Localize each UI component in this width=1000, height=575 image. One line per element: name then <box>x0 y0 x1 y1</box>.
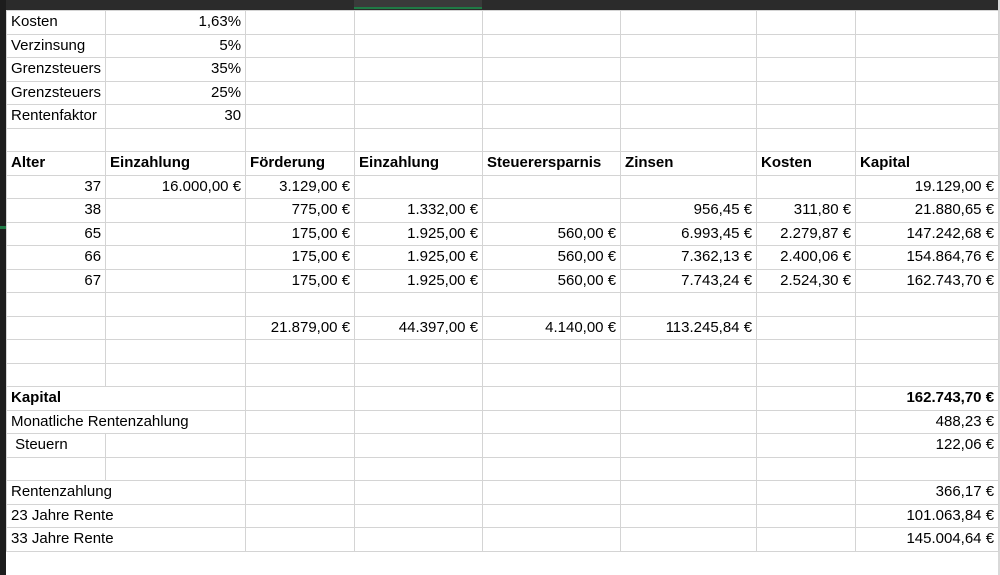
cell[interactable]: 6.993,45 € <box>621 222 757 246</box>
cell[interactable] <box>7 340 106 364</box>
cell[interactable] <box>856 316 999 340</box>
cell[interactable]: 956,45 € <box>621 199 757 223</box>
cell[interactable]: Kosten <box>7 11 106 35</box>
cell[interactable] <box>7 363 106 387</box>
cell[interactable] <box>856 457 999 481</box>
cell[interactable] <box>246 363 355 387</box>
empty-row <box>7 128 999 152</box>
cell[interactable] <box>355 504 483 528</box>
cell[interactable] <box>621 340 757 364</box>
cell[interactable] <box>106 222 246 246</box>
cell[interactable] <box>483 363 621 387</box>
table-row <box>7 175 999 199</box>
cell[interactable] <box>355 457 483 481</box>
cell[interactable] <box>856 58 999 82</box>
cell[interactable] <box>106 316 246 340</box>
cell[interactable]: 560,00 € <box>483 269 621 293</box>
cell[interactable] <box>246 504 355 528</box>
cell[interactable] <box>355 481 483 505</box>
cell[interactable] <box>246 410 355 434</box>
header-cell[interactable]: Alter <box>7 152 106 176</box>
cell[interactable] <box>621 387 757 411</box>
cell[interactable]: Rentenfaktor <box>7 105 106 129</box>
cell[interactable] <box>483 105 621 129</box>
cell[interactable] <box>7 128 106 152</box>
cell[interactable] <box>246 481 355 505</box>
totals-row <box>7 316 999 340</box>
cell[interactable] <box>757 81 856 105</box>
cell[interactable] <box>355 387 483 411</box>
total-zinsen[interactable]: 113.245,84 € <box>621 316 757 340</box>
cell[interactable] <box>355 293 483 317</box>
cell[interactable] <box>246 434 355 458</box>
cell[interactable] <box>483 199 621 223</box>
cell[interactable] <box>621 504 757 528</box>
summary-value[interactable]: 488,23 € <box>856 410 999 434</box>
cell[interactable] <box>355 128 483 152</box>
summary-row <box>7 528 999 552</box>
cell[interactable] <box>106 363 246 387</box>
cell[interactable] <box>757 340 856 364</box>
cell[interactable]: 2.279,87 € <box>757 222 856 246</box>
cell[interactable]: 1,63% <box>106 11 246 35</box>
summary-value[interactable]: 145.004,64 € <box>856 528 999 552</box>
cell[interactable]: 38 <box>7 199 106 223</box>
header-cell[interactable]: Einzahlung <box>106 152 246 176</box>
cell[interactable] <box>621 105 757 129</box>
cell[interactable] <box>483 340 621 364</box>
cell[interactable] <box>856 363 999 387</box>
cell[interactable] <box>621 481 757 505</box>
cell[interactable]: 175,00 € <box>246 246 355 270</box>
cell[interactable] <box>355 528 483 552</box>
cell[interactable]: 35% <box>106 58 246 82</box>
cell[interactable] <box>621 81 757 105</box>
cell[interactable] <box>483 128 621 152</box>
cell[interactable]: 66 <box>7 246 106 270</box>
cell[interactable]: 147.242,68 € <box>856 222 999 246</box>
cell[interactable] <box>246 457 355 481</box>
cell[interactable] <box>621 175 757 199</box>
cell[interactable] <box>621 293 757 317</box>
total-einzahlung[interactable]: 44.397,00 € <box>355 316 483 340</box>
cell[interactable] <box>621 34 757 58</box>
total-foerderung[interactable]: 21.879,00 € <box>246 316 355 340</box>
summary-label[interactable]: Rentenzahlung <box>7 481 246 505</box>
cell[interactable] <box>483 293 621 317</box>
cell[interactable]: 2.400,06 € <box>757 246 856 270</box>
cell[interactable] <box>355 175 483 199</box>
cell[interactable]: 1.925,00 € <box>355 222 483 246</box>
cell[interactable] <box>483 387 621 411</box>
param-row <box>7 81 999 105</box>
cell[interactable] <box>106 434 246 458</box>
cell[interactable] <box>106 199 246 223</box>
cell[interactable] <box>246 340 355 364</box>
cell[interactable]: 154.864,76 € <box>856 246 999 270</box>
header-cell[interactable]: Kapital <box>856 152 999 176</box>
cell[interactable]: 775,00 € <box>246 199 355 223</box>
cell[interactable] <box>246 128 355 152</box>
cell[interactable] <box>856 34 999 58</box>
cell[interactable] <box>483 81 621 105</box>
cell[interactable] <box>483 481 621 505</box>
cell[interactable] <box>355 410 483 434</box>
summary-label[interactable]: Monatliche Rentenzahlung <box>7 410 246 434</box>
table-row <box>7 199 999 223</box>
cell[interactable] <box>621 457 757 481</box>
cell[interactable] <box>757 34 856 58</box>
cell[interactable]: Verzinsung <box>7 34 106 58</box>
cell[interactable] <box>757 481 856 505</box>
cell[interactable] <box>246 34 355 58</box>
cell[interactable] <box>757 175 856 199</box>
header-cell[interactable]: Förderung <box>246 152 355 176</box>
cell[interactable] <box>7 457 106 481</box>
summary-row <box>7 410 999 434</box>
summary-row <box>7 504 999 528</box>
empty-row <box>7 363 999 387</box>
cell[interactable] <box>246 293 355 317</box>
table-row <box>7 246 999 270</box>
cell[interactable] <box>757 58 856 82</box>
cell[interactable] <box>483 528 621 552</box>
cell[interactable] <box>757 316 856 340</box>
cell[interactable] <box>757 504 856 528</box>
cell[interactable]: 2.524,30 € <box>757 269 856 293</box>
cell[interactable] <box>483 457 621 481</box>
cell[interactable]: 25% <box>106 81 246 105</box>
cell[interactable] <box>856 293 999 317</box>
cell[interactable] <box>621 363 757 387</box>
cell[interactable] <box>757 11 856 35</box>
total-steuerersparnis[interactable]: 4.140,00 € <box>483 316 621 340</box>
cell[interactable]: 7.362,13 € <box>621 246 757 270</box>
cell[interactable] <box>856 340 999 364</box>
cell[interactable] <box>757 105 856 129</box>
cell[interactable]: Grenzsteuers <box>7 58 106 82</box>
cell[interactable]: 67 <box>7 269 106 293</box>
cell[interactable] <box>355 81 483 105</box>
cell[interactable]: 560,00 € <box>483 222 621 246</box>
cell[interactable] <box>856 81 999 105</box>
cell[interactable]: 1.925,00 € <box>355 246 483 270</box>
cell[interactable] <box>246 387 355 411</box>
cell[interactable] <box>7 316 106 340</box>
cell[interactable]: 311,80 € <box>757 199 856 223</box>
cell[interactable] <box>355 363 483 387</box>
cell[interactable] <box>483 434 621 458</box>
cell[interactable]: 30 <box>106 105 246 129</box>
cell[interactable] <box>483 410 621 434</box>
summary-label[interactable]: Kapital <box>7 387 246 411</box>
header-cell[interactable]: Einzahlung <box>355 152 483 176</box>
summary-label[interactable]: 33 Jahre Rente <box>7 528 246 552</box>
cell[interactable] <box>246 81 355 105</box>
header-row <box>7 152 999 176</box>
summary-value[interactable]: 101.063,84 € <box>856 504 999 528</box>
cell[interactable] <box>106 246 246 270</box>
cell[interactable]: 5% <box>106 34 246 58</box>
cell[interactable] <box>106 340 246 364</box>
cell[interactable] <box>856 105 999 129</box>
cell[interactable] <box>757 457 856 481</box>
cell[interactable] <box>483 58 621 82</box>
cell[interactable]: 65 <box>7 222 106 246</box>
cell[interactable] <box>757 128 856 152</box>
empty-row <box>7 293 999 317</box>
header-cell[interactable]: Zinsen <box>621 152 757 176</box>
cell[interactable] <box>355 340 483 364</box>
cell[interactable] <box>246 58 355 82</box>
cell[interactable]: 16.000,00 € <box>106 175 246 199</box>
cell[interactable] <box>7 293 106 317</box>
cell[interactable] <box>757 363 856 387</box>
summary-value[interactable]: 366,17 € <box>856 481 999 505</box>
cell[interactable] <box>355 434 483 458</box>
cell[interactable] <box>483 11 621 35</box>
table-row <box>7 222 999 246</box>
empty-row <box>7 457 999 481</box>
cell[interactable]: 162.743,70 € <box>856 269 999 293</box>
cell[interactable] <box>246 528 355 552</box>
cell[interactable] <box>106 269 246 293</box>
cell[interactable] <box>355 105 483 129</box>
cell[interactable] <box>757 410 856 434</box>
cell[interactable]: 1.925,00 € <box>355 269 483 293</box>
empty-row <box>7 340 999 364</box>
cell[interactable] <box>483 175 621 199</box>
cell[interactable]: 3.129,00 € <box>246 175 355 199</box>
cell[interactable] <box>483 34 621 58</box>
cell[interactable]: 1.332,00 € <box>355 199 483 223</box>
cell[interactable] <box>621 528 757 552</box>
cell[interactable] <box>621 434 757 458</box>
param-row <box>7 105 999 129</box>
cell[interactable] <box>246 11 355 35</box>
cell[interactable] <box>106 293 246 317</box>
cell[interactable] <box>483 504 621 528</box>
cell[interactable] <box>621 11 757 35</box>
cell[interactable] <box>856 128 999 152</box>
summary-label[interactable]: 23 Jahre Rente <box>7 504 246 528</box>
summary-row <box>7 387 999 411</box>
cell[interactable]: 37 <box>7 175 106 199</box>
selected-column-header[interactable] <box>354 0 482 9</box>
cell[interactable] <box>757 434 856 458</box>
cell[interactable] <box>106 457 246 481</box>
cell[interactable]: 19.129,00 € <box>856 175 999 199</box>
cell[interactable]: 7.743,24 € <box>621 269 757 293</box>
cell[interactable] <box>246 105 355 129</box>
cell[interactable] <box>621 128 757 152</box>
cell[interactable] <box>106 128 246 152</box>
summary-row <box>7 434 999 458</box>
cell[interactable] <box>757 293 856 317</box>
param-row <box>7 34 999 58</box>
cell[interactable]: 175,00 € <box>246 222 355 246</box>
spreadsheet-grid <box>6 10 999 552</box>
cell[interactable] <box>856 11 999 35</box>
summary-value[interactable]: 122,06 € <box>856 434 999 458</box>
cell[interactable] <box>757 387 856 411</box>
cell[interactable] <box>355 11 483 35</box>
header-cell[interactable]: Steuerersparnis <box>483 152 621 176</box>
cell[interactable]: 560,00 € <box>483 246 621 270</box>
cell[interactable]: 175,00 € <box>246 269 355 293</box>
summary-value[interactable]: 162.743,70 € <box>856 387 999 411</box>
cell[interactable] <box>621 58 757 82</box>
param-row <box>7 58 999 82</box>
column-header-bar <box>0 0 1000 10</box>
header-cell[interactable]: Kosten <box>757 152 856 176</box>
summary-row <box>7 481 999 505</box>
cell[interactable] <box>621 410 757 434</box>
cell[interactable]: 21.880,65 € <box>856 199 999 223</box>
cell[interactable] <box>355 34 483 58</box>
cell[interactable] <box>355 58 483 82</box>
cell[interactable]: Grenzsteuers <box>7 81 106 105</box>
summary-label[interactable]: Steuern <box>7 434 106 458</box>
param-row <box>7 11 999 35</box>
table-row <box>7 269 999 293</box>
cell[interactable] <box>757 528 856 552</box>
